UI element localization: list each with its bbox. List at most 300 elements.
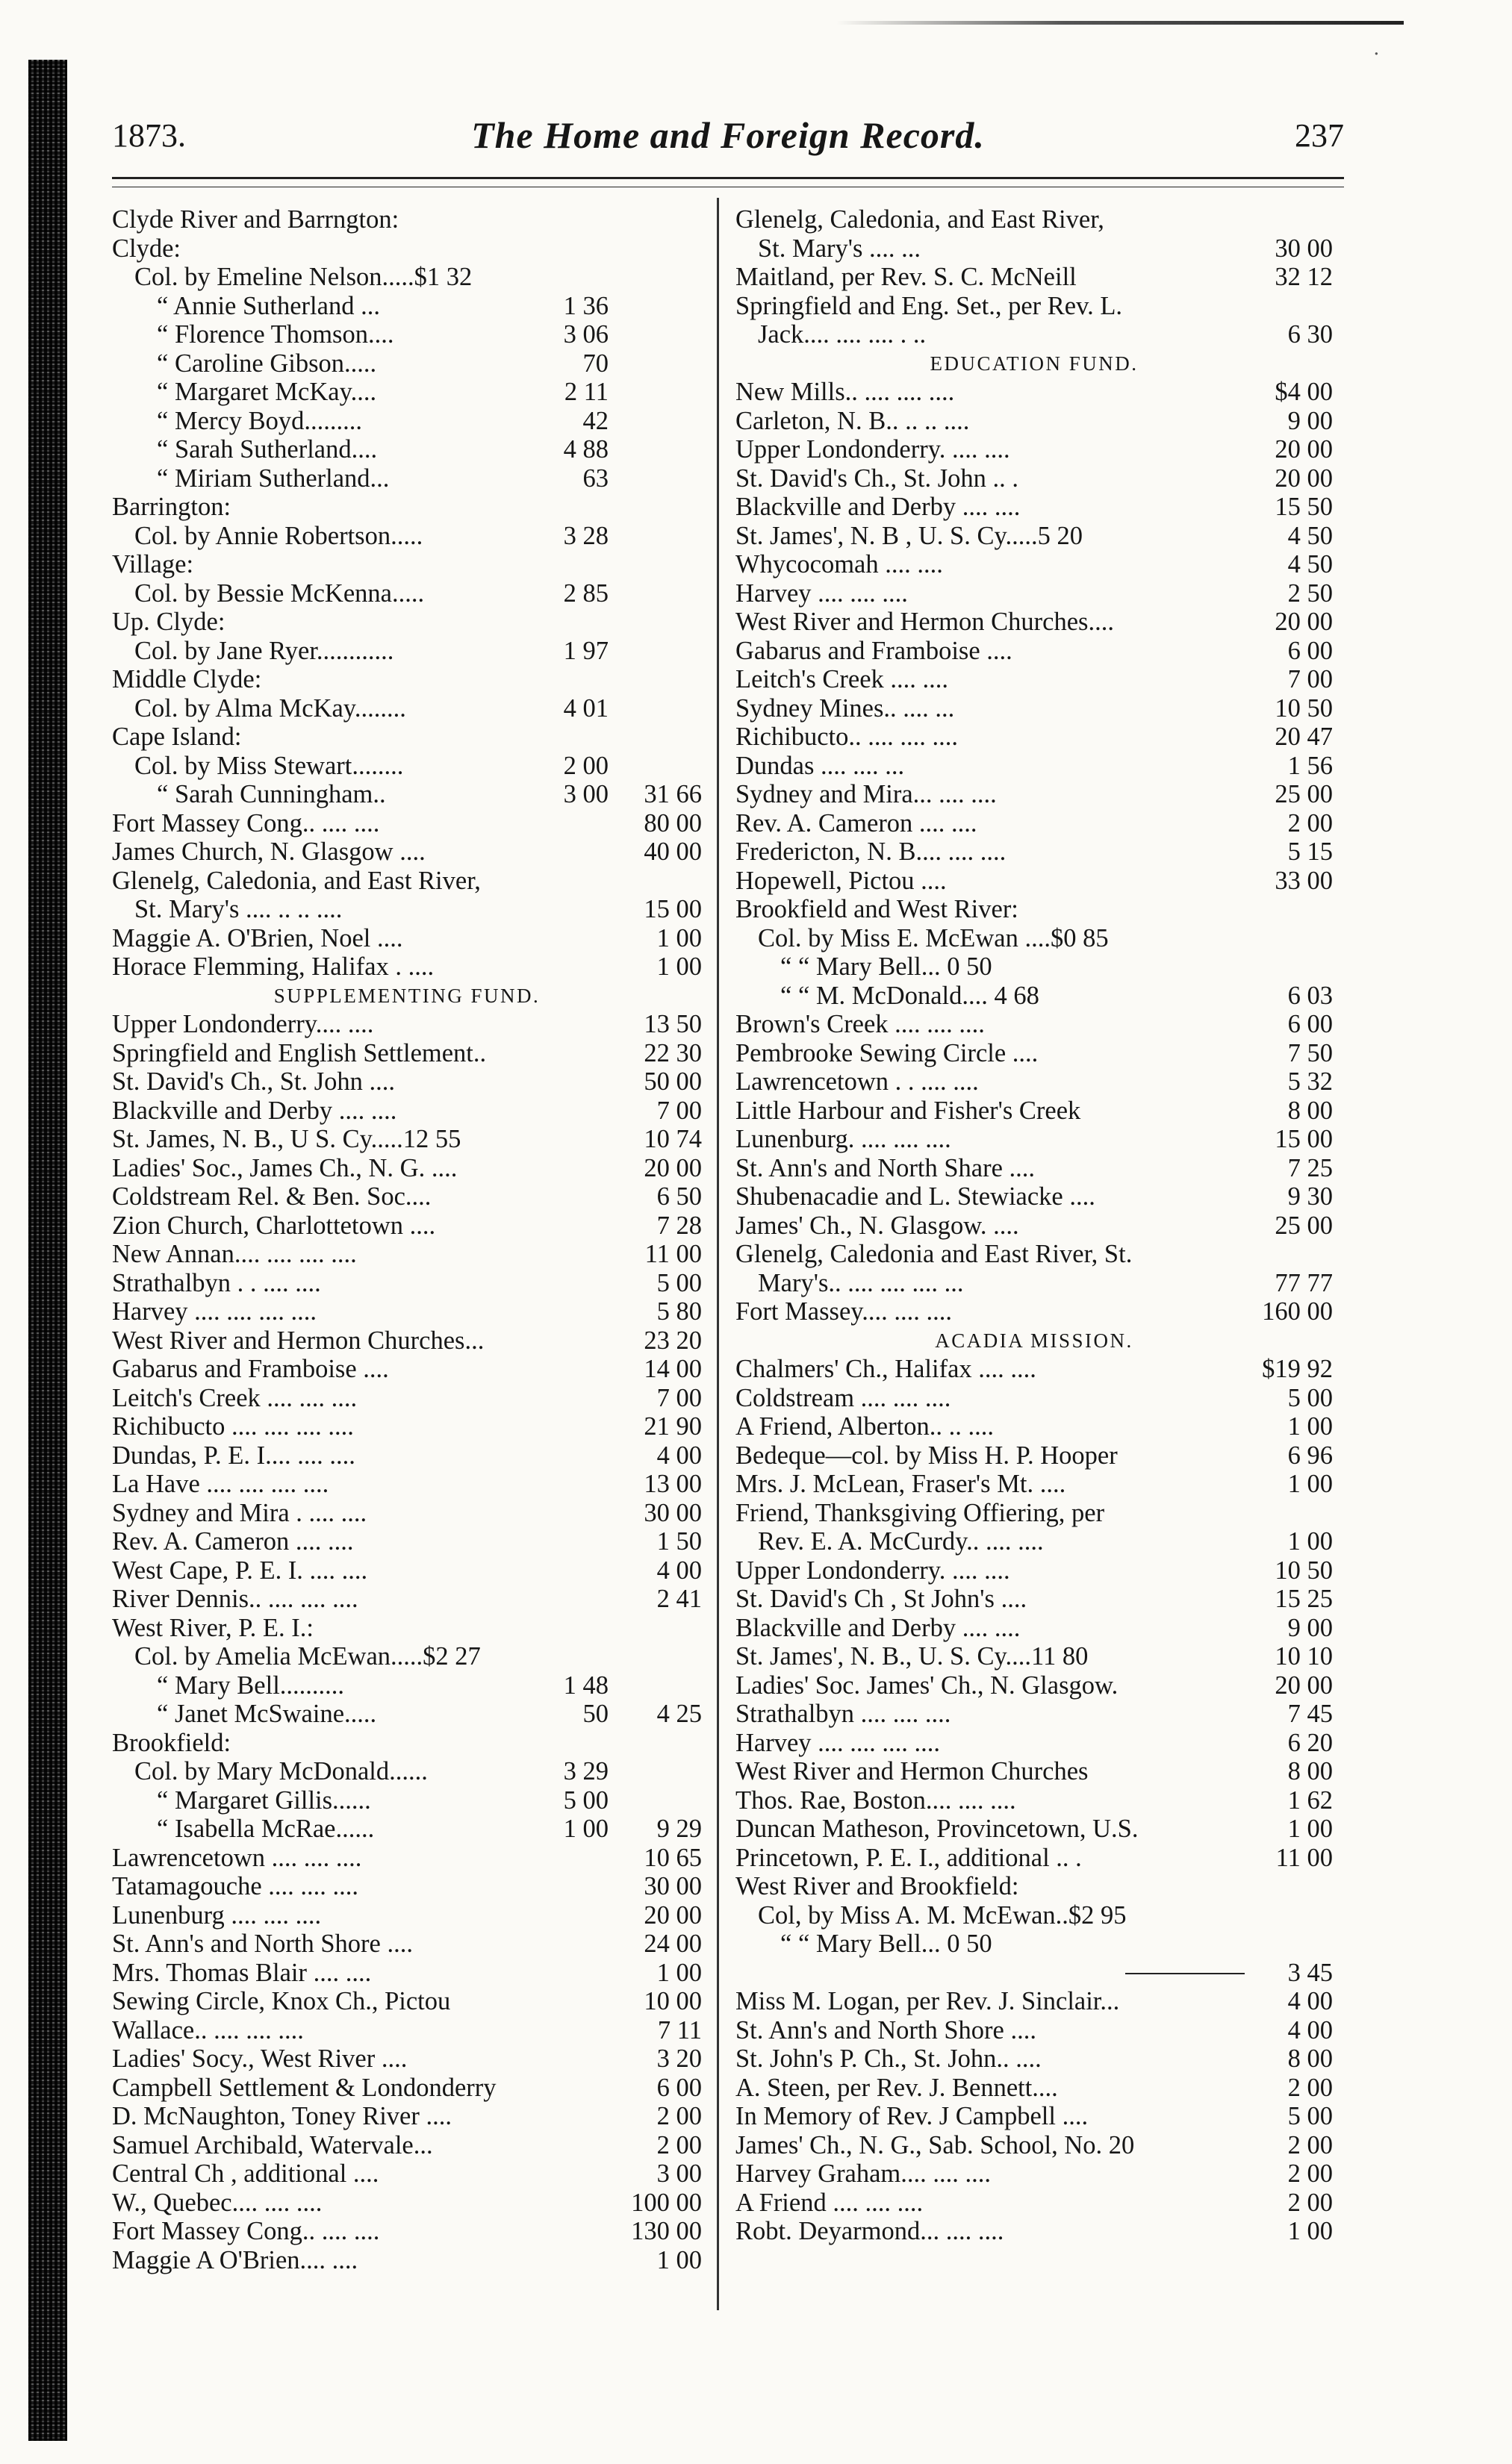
ledger-entry [112, 867, 702, 896]
ledger-entry [112, 2189, 702, 2218]
entry-label: Tatamagouche .... .... .... [112, 1872, 359, 1900]
entry-label: West River and Hermon Churches... [112, 1326, 485, 1355]
ledger-entry [112, 435, 702, 464]
entry-amount: 1 00 [1287, 1470, 1333, 1498]
entry-amount: 9 00 [1287, 406, 1333, 435]
ledger-entry [735, 1585, 1333, 1614]
ledger-entry [735, 1700, 1333, 1729]
entry-amount: 14 00 [644, 1355, 702, 1383]
entry-label: West River and Brookfield: [735, 1872, 1019, 1900]
entry-amount: 5 15 [1287, 838, 1333, 866]
subtotal-rule [1125, 1973, 1245, 1974]
ledger-entry [735, 1671, 1333, 1700]
ledger-entry [112, 1614, 702, 1643]
entry-label: Col. by Jane Ryer............ [134, 636, 394, 665]
entry-amount: 130 00 [631, 2217, 702, 2245]
entry-amount: 4 50 [1287, 521, 1333, 550]
entry-amount: 10 74 [644, 1125, 702, 1153]
entry-label: Hopewell, Pictou .... [735, 866, 947, 895]
entry-label: Leitch's Creek .... .... .... [112, 1383, 358, 1412]
ledger-entry [112, 1815, 702, 1844]
ledger-entry [112, 550, 702, 579]
entry-amount: 2 00 [1287, 2073, 1333, 2102]
ledger-entry [735, 263, 1333, 292]
ledger-entry [112, 1240, 702, 1269]
entry-amount: 5 00 [1287, 2102, 1333, 2130]
ledger-entry [735, 1930, 1333, 1959]
entry-label: A. Steen, per Rev. J. Bennett.... [735, 2073, 1058, 2102]
entry-subamount: 3 28 [563, 521, 609, 550]
entry-label: “ Margaret Gillis...... [157, 1785, 371, 1815]
ledger-entry [735, 1182, 1333, 1211]
entry-amount: 11 00 [1275, 1843, 1333, 1872]
entry-amount: 5 00 [656, 1268, 702, 1297]
section-heading-label: EDUCATION FUND. [930, 352, 1139, 375]
entry-label: Blackville and Derby .... .... [112, 1096, 397, 1125]
entry-subamount: 42 [582, 406, 609, 435]
ledger-entry [112, 809, 702, 838]
entry-amount: 20 00 [1275, 1671, 1333, 1700]
entry-label: St. Ann's and North Shore .... [112, 1930, 413, 1958]
entry-amount: 7 25 [1287, 1153, 1333, 1182]
entry-subamount: 70 [582, 349, 609, 378]
entry-label: Ladies' Soc. James' Ch., N. Glasgow. [735, 1671, 1119, 1700]
ledger-entry [735, 1527, 1333, 1556]
ledger-entry [735, 234, 1333, 263]
entry-label: Ladies' Soc., James Ch., N. G. .... [112, 1153, 458, 1182]
ledger-entry [735, 665, 1333, 694]
ledger-entry [735, 752, 1333, 781]
ledger-entry [735, 1125, 1333, 1154]
entry-label: Clyde: [112, 234, 181, 263]
ledger-entry [112, 1987, 702, 2016]
ledger-entry [735, 1097, 1333, 1126]
ledger-entry [735, 895, 1333, 924]
entry-subamount: 2 85 [563, 578, 609, 608]
ledger-entry [735, 1067, 1333, 1097]
ledger-entry [735, 2045, 1333, 2074]
entry-subamount: 2 11 [564, 378, 609, 406]
entry-label: New Annan.... .... .... .... [112, 1240, 357, 1268]
header-year: 1873. [112, 117, 186, 154]
entry-amount: 15 50 [1275, 493, 1333, 521]
binding-edge [28, 60, 67, 2441]
entry-amount: 25 00 [1275, 1211, 1333, 1240]
ledger-entry [735, 637, 1333, 666]
entry-label: St. James', N. B , U. S. Cy.....5 20 [735, 521, 1083, 550]
ledger-entry [735, 2217, 1333, 2246]
ledger-entry [735, 1786, 1333, 1815]
ledger-entry [735, 1269, 1333, 1298]
ledger-entry [112, 2102, 702, 2131]
entry-label: “ Isabella McRae...... [157, 1815, 375, 1843]
entry-label: “ Annie Sutherland ... [157, 291, 380, 320]
entry-amount: 2 00 [656, 2102, 702, 2130]
entry-label: Barrington: [112, 493, 231, 521]
entry-amount: 2 00 [1287, 808, 1333, 838]
entry-label: Wallace.. .... .... .... [112, 2015, 304, 2045]
ledger-entry [735, 867, 1333, 896]
entry-amount: 1 50 [656, 1527, 702, 1556]
ledger-entry [112, 493, 702, 522]
entry-subamount: 1 48 [563, 1671, 609, 1700]
entry-label: St. Mary's .... ... [758, 234, 921, 263]
ledger-entry [112, 1384, 702, 1413]
ledger-entry [735, 2131, 1333, 2160]
entry-amount: 5 80 [656, 1297, 702, 1326]
entry-label: “ Caroline Gibson..... [157, 349, 377, 378]
entry-amount: 32 12 [1275, 263, 1333, 291]
entry-amount: 7 50 [1287, 1038, 1333, 1067]
ledger-entry [112, 1039, 702, 1068]
ledger-entry [112, 723, 702, 752]
ledger-entry [735, 1039, 1333, 1068]
ledger-entry [735, 493, 1333, 522]
entry-label: “ Miriam Sutherland... [157, 464, 390, 493]
entry-amount: 1 00 [1287, 1412, 1333, 1441]
entry-amount: 4 00 [1287, 2015, 1333, 2045]
ledger-entry [735, 1355, 1333, 1384]
entry-label: D. McNaughton, Toney River .... [112, 2102, 452, 2130]
entry-amount: 11 00 [644, 1240, 702, 1268]
entry-label: Gabarus and Framboise .... [735, 636, 1012, 665]
entry-amount: 6 00 [1287, 1010, 1333, 1038]
entry-label: Upper Londonderry. .... .... [735, 1556, 1010, 1585]
entry-subamount: 4 01 [563, 693, 609, 723]
entry-amount: 2 00 [656, 2130, 702, 2159]
ledger-entry [735, 2189, 1333, 2218]
entry-label: Harvey .... .... .... [735, 578, 908, 608]
subtotal-row [735, 1959, 1333, 1988]
entry-amount: 20 00 [1275, 608, 1333, 636]
ledger-entry [112, 2246, 702, 2275]
entry-label: Sydney Mines.. .... ... [735, 693, 955, 723]
entry-amount: 7 00 [656, 1096, 702, 1125]
entry-amount: 30 00 [644, 1498, 702, 1527]
entry-subamount: 1 36 [563, 291, 609, 320]
ledger-entry [735, 780, 1333, 809]
entry-label: Leitch's Creek .... .... [735, 665, 949, 693]
entry-label: Fort Massey.... .... .... [735, 1297, 953, 1326]
page-number: 237 [1295, 117, 1344, 154]
entry-amount: 1 62 [1287, 1785, 1333, 1815]
ledger-entry [112, 1959, 702, 1988]
ledger-entry [112, 522, 702, 551]
entry-amount: 2 00 [1287, 2188, 1333, 2217]
ledger-entry [735, 1499, 1333, 1528]
entry-label: Glenelg, Caledonia, and East River, [735, 205, 1104, 234]
entry-amount: 2 00 [1287, 2159, 1333, 2188]
entry-label: Maggie A. O'Brien, Noel .... [112, 923, 403, 952]
entry-subamount: 50 [582, 1700, 609, 1728]
entry-label: Cape Island: [112, 723, 242, 751]
entry-label: Horace Flemming, Halifax . .... [112, 952, 435, 981]
entry-amount: 22 30 [644, 1038, 702, 1067]
entry-amount: 9 30 [1287, 1182, 1333, 1211]
entry-amount: 13 50 [644, 1010, 702, 1038]
ledger-entry [112, 665, 702, 694]
entry-label: Lunenburg. .... .... .... [735, 1125, 951, 1153]
right-column [735, 205, 1333, 2246]
ledger-entry [735, 608, 1333, 637]
ledger-entry [735, 1470, 1333, 1499]
entry-amount: 2 41 [656, 1585, 702, 1613]
entry-label: St. David's Ch., St. John .... [112, 1067, 396, 1096]
entry-label: Rev. E. A. McCurdy.. .... .... [758, 1527, 1044, 1556]
entry-label: Blackville and Derby .... .... [735, 1613, 1021, 1642]
entry-amount: 30 00 [1275, 234, 1333, 263]
entry-amount: 6 20 [1287, 1728, 1333, 1757]
ledger-entry [735, 924, 1333, 953]
entry-label: Dundas .... .... ... [735, 751, 905, 780]
entry-label: Coldstream .... .... .... [735, 1383, 951, 1412]
ledger-entry [112, 1097, 702, 1126]
section-heading [735, 1326, 1333, 1356]
entry-amount: 6 00 [656, 2073, 702, 2102]
top-rule-mark [836, 21, 1404, 25]
ledger-entry [112, 752, 702, 781]
entry-amount: 10 50 [1275, 1556, 1333, 1585]
entry-subamount: 5 00 [563, 1785, 609, 1815]
ledger-entry [735, 1010, 1333, 1039]
entry-label: Jack.... .... .... . .. [758, 320, 927, 349]
ledger-entry [735, 435, 1333, 464]
ledger-entry [735, 1556, 1333, 1585]
entry-amount: 4 00 [1287, 1987, 1333, 2015]
ledger-entry [112, 205, 702, 234]
entry-amount: 7 28 [656, 1211, 702, 1240]
entry-label: Richibucto.. .... .... .... [735, 723, 959, 751]
entry-amount: 10 10 [1275, 1642, 1333, 1671]
entry-label: Springfield and English Settlement.. [112, 1038, 487, 1067]
ledger-entry [735, 1757, 1333, 1786]
ledger-entry [112, 2131, 702, 2160]
entry-amount: 4 50 [1287, 550, 1333, 578]
entry-label: Rev. A. Cameron .... .... [112, 1527, 354, 1556]
entry-label: Fort Massey Cong.. .... .... [112, 808, 380, 838]
entry-amount: 4 00 [656, 1556, 702, 1585]
entry-label: Brookfield and West River: [735, 895, 1018, 923]
entry-label: Shubenacadie and L. Stewiacke .... [735, 1182, 1095, 1211]
entry-label: Mrs. J. McLean, Fraser's Mt. .... [735, 1470, 1066, 1498]
entry-label: James' Ch., N. Glasgow. .... [735, 1211, 1019, 1240]
ledger-entry [112, 1527, 702, 1556]
entry-subamount: 1 97 [563, 636, 609, 665]
margin-mark: ˙ [1372, 46, 1381, 73]
entry-amount: 1 00 [656, 923, 702, 952]
entry-amount: 40 00 [644, 838, 702, 866]
ledger-entry [735, 1729, 1333, 1758]
ledger-entry [112, 1786, 702, 1815]
entry-label: “ “ M. McDonald.... 4 68 [780, 981, 1039, 1010]
ledger-entry [735, 1441, 1333, 1470]
entry-amount: 2 50 [1287, 578, 1333, 608]
entry-amount: 30 00 [644, 1872, 702, 1900]
entry-amount: 4 25 [656, 1700, 702, 1728]
ledger-entry [735, 1987, 1333, 2016]
entry-amount: 6 96 [1287, 1441, 1333, 1470]
entry-label: Bedeque—col. by Miss H. P. Hooper [735, 1441, 1118, 1470]
entry-label: “ Mary Bell.......... [157, 1671, 345, 1700]
entry-label: Maggie A O'Brien.... .... [112, 2245, 358, 2274]
ledger-entry [112, 2016, 702, 2045]
entry-amount: 21 90 [644, 1412, 702, 1441]
entry-label: Lunenburg .... .... .... [112, 1900, 322, 1930]
ledger-entry [735, 1815, 1333, 1844]
entry-label: Thos. Rae, Boston.... .... .... [735, 1785, 1016, 1815]
ledger-entry [112, 1700, 702, 1729]
entry-label: Col. by Emeline Nelson.....$1 32 [134, 263, 473, 291]
ledger-entry [112, 1844, 702, 1873]
entry-label: Ladies' Socy., West River .... [112, 2045, 408, 2073]
entry-amount: 7 45 [1287, 1700, 1333, 1728]
ledger-entry [735, 2159, 1333, 2189]
entry-amount: 1 56 [1287, 751, 1333, 780]
ledger-entry [735, 205, 1333, 234]
entry-label: In Memory of Rev. J Campbell .... [735, 2102, 1089, 2130]
ledger-entry [112, 1211, 702, 1241]
ledger-entry [112, 838, 702, 867]
entry-label: Clyde River and Barrngton: [112, 205, 399, 234]
entry-amount: 8 00 [1287, 2045, 1333, 2073]
section-heading-label: SUPPLEMENTING FUND. [273, 984, 541, 1007]
ledger-entry [735, 378, 1333, 407]
ledger-entry [112, 608, 702, 637]
ledger-entry [112, 1499, 702, 1528]
ledger-entry [112, 1930, 702, 1959]
entry-amount: 20 00 [644, 1153, 702, 1182]
section-heading-label: ACADIA MISSION. [935, 1329, 1133, 1352]
entry-label: “ Sarah Sutherland.... [157, 435, 378, 464]
page-header [112, 116, 1344, 169]
entry-label: Harvey Graham.... .... .... [735, 2159, 992, 2188]
entry-label: St. David's Ch., St. John .. . [735, 464, 1019, 493]
entry-label: Col, by Miss A. M. McEwan..$2 95 [758, 1900, 1127, 1930]
section-heading [735, 349, 1333, 378]
entry-label: Rev. A. Cameron .... .... [735, 808, 977, 838]
entry-label: Brookfield: [112, 1728, 231, 1757]
entry-amount: 1 00 [656, 2245, 702, 2274]
entry-amount: 6 00 [1287, 636, 1333, 665]
entry-label: Springfield and Eng. Set., per Rev. L. [735, 291, 1123, 320]
entry-amount: 4 00 [656, 1441, 702, 1470]
entry-amount: 1 00 [656, 1958, 702, 1987]
entry-label: Brown's Creek .... .... .... [735, 1010, 985, 1038]
ledger-entry [735, 1642, 1333, 1671]
entry-amount: 33 00 [1275, 866, 1333, 895]
entry-amount: 160 00 [1262, 1297, 1333, 1326]
entry-label: River Dennis.. .... .... .... [112, 1585, 358, 1613]
entry-label: West River and Hermon Churches [735, 1757, 1089, 1785]
ledger-entry [112, 292, 702, 321]
entry-label: Dundas, P. E. I.... .... .... [112, 1441, 355, 1470]
entry-label: Carleton, N. B.. .. .. .... [735, 406, 970, 435]
entry-label: Upper Londonderry.... .... [112, 1010, 374, 1038]
entry-label: Blackville and Derby .... .... [735, 493, 1021, 521]
entry-label: Little Harbour and Fisher's Creek [735, 1096, 1081, 1125]
entry-amount: 7 00 [656, 1383, 702, 1412]
ledger-entry [112, 1556, 702, 1585]
entry-amount: 9 29 [656, 1815, 702, 1843]
ledger-entry [735, 809, 1333, 838]
entry-label: James Church, N. Glasgow .... [112, 838, 426, 866]
entry-label: Col. by Mary McDonald...... [134, 1757, 428, 1785]
entry-amount: 20 00 [1275, 464, 1333, 493]
entry-label: St. James', N. B., U. S. Cy....11 80 [735, 1642, 1089, 1671]
entry-label: Harvey .... .... .... .... [735, 1728, 941, 1757]
ledger-entry [112, 1355, 702, 1384]
entry-label: “ “ Mary Bell... 0 50 [780, 1930, 992, 1958]
entry-label: Sydney and Mira... .... .... [735, 780, 997, 808]
entry-amount: 3 20 [656, 2045, 702, 2073]
entry-amount: 6 50 [656, 1182, 702, 1211]
ledger-entry [735, 1384, 1333, 1413]
entry-label: James' Ch., N. G., Sab. School, No. 20 [735, 2130, 1135, 2159]
ledger-entry [735, 522, 1333, 551]
entry-label: Fredericton, N. B.... .... .... [735, 838, 1007, 866]
ledger-entry [112, 1872, 702, 1901]
entry-amount: 10 50 [1275, 693, 1333, 723]
ledger-entry [735, 464, 1333, 493]
ledger-entry [112, 1642, 702, 1671]
entry-label: St. Ann's and North Shore .... [735, 2015, 1036, 2045]
entry-amount: 1 00 [1287, 1815, 1333, 1843]
entry-label: Friend, Thanksgiving Offiering, per [735, 1498, 1105, 1527]
entry-label: Glenelg, Caledonia and East River, St. [735, 1240, 1133, 1268]
entry-label: Col. by Annie Robertson..... [134, 521, 423, 550]
entry-amount: 6 03 [1287, 981, 1333, 1010]
entry-amount: 13 00 [644, 1470, 702, 1498]
entry-amount: 7 11 [657, 2015, 702, 2045]
section-heading [112, 982, 702, 1011]
entry-label: Zion Church, Charlottetown .... [112, 1211, 436, 1240]
entry-amount: $4 00 [1275, 378, 1333, 406]
entry-amount: 24 00 [644, 1930, 702, 1958]
ledger-entry [735, 579, 1333, 608]
entry-label: W., Quebec.... .... .... [112, 2188, 323, 2217]
ledger-entry [735, 952, 1333, 982]
ledger-entry [112, 349, 702, 378]
entry-label: St. Ann's and North Share .... [735, 1153, 1036, 1182]
entry-label: West River, P. E. I.: [112, 1613, 314, 1642]
entry-label: Glenelg, Caledonia, and East River, [112, 866, 481, 895]
entry-label: “ Sarah Cunningham.. [157, 780, 386, 808]
entry-label: Miss M. Logan, per Rev. J. Sinclair... [735, 1987, 1120, 2015]
entry-label: La Have .... .... .... .... [112, 1470, 329, 1498]
entry-label: Mrs. Thomas Blair .... .... [112, 1958, 372, 1987]
entry-amount: 8 00 [1287, 1096, 1333, 1125]
left-column [112, 205, 702, 2274]
entry-label: West Cape, P. E. I. .... .... [112, 1556, 368, 1585]
entry-label: “ “ Mary Bell... 0 50 [780, 952, 992, 981]
entry-label: Whycocomah .... .... [735, 550, 943, 578]
entry-label: “ Janet McSwaine..... [157, 1700, 377, 1728]
entry-amount: 20 47 [1275, 723, 1333, 751]
entry-amount: 23 20 [644, 1326, 702, 1355]
entry-label: West River and Hermon Churches.... [735, 608, 1114, 636]
ledger-entry [112, 263, 702, 292]
entry-label: St. David's Ch , St John's .... [735, 1585, 1027, 1613]
entry-label: Lawrencetown .... .... .... [112, 1843, 362, 1872]
ledger-entry [112, 1585, 702, 1614]
ledger-entry [112, 320, 702, 349]
ledger-entry [735, 407, 1333, 436]
entry-amount: 15 00 [644, 895, 702, 923]
entry-label: Col. by Amelia McEwan.....$2 27 [134, 1642, 481, 1671]
entry-amount: 20 00 [644, 1900, 702, 1930]
entry-label: Sewing Circle, Knox Ch., Pictou [112, 1987, 451, 2015]
entry-label: St. John's P. Ch., St. John.. .... [735, 2045, 1042, 2073]
